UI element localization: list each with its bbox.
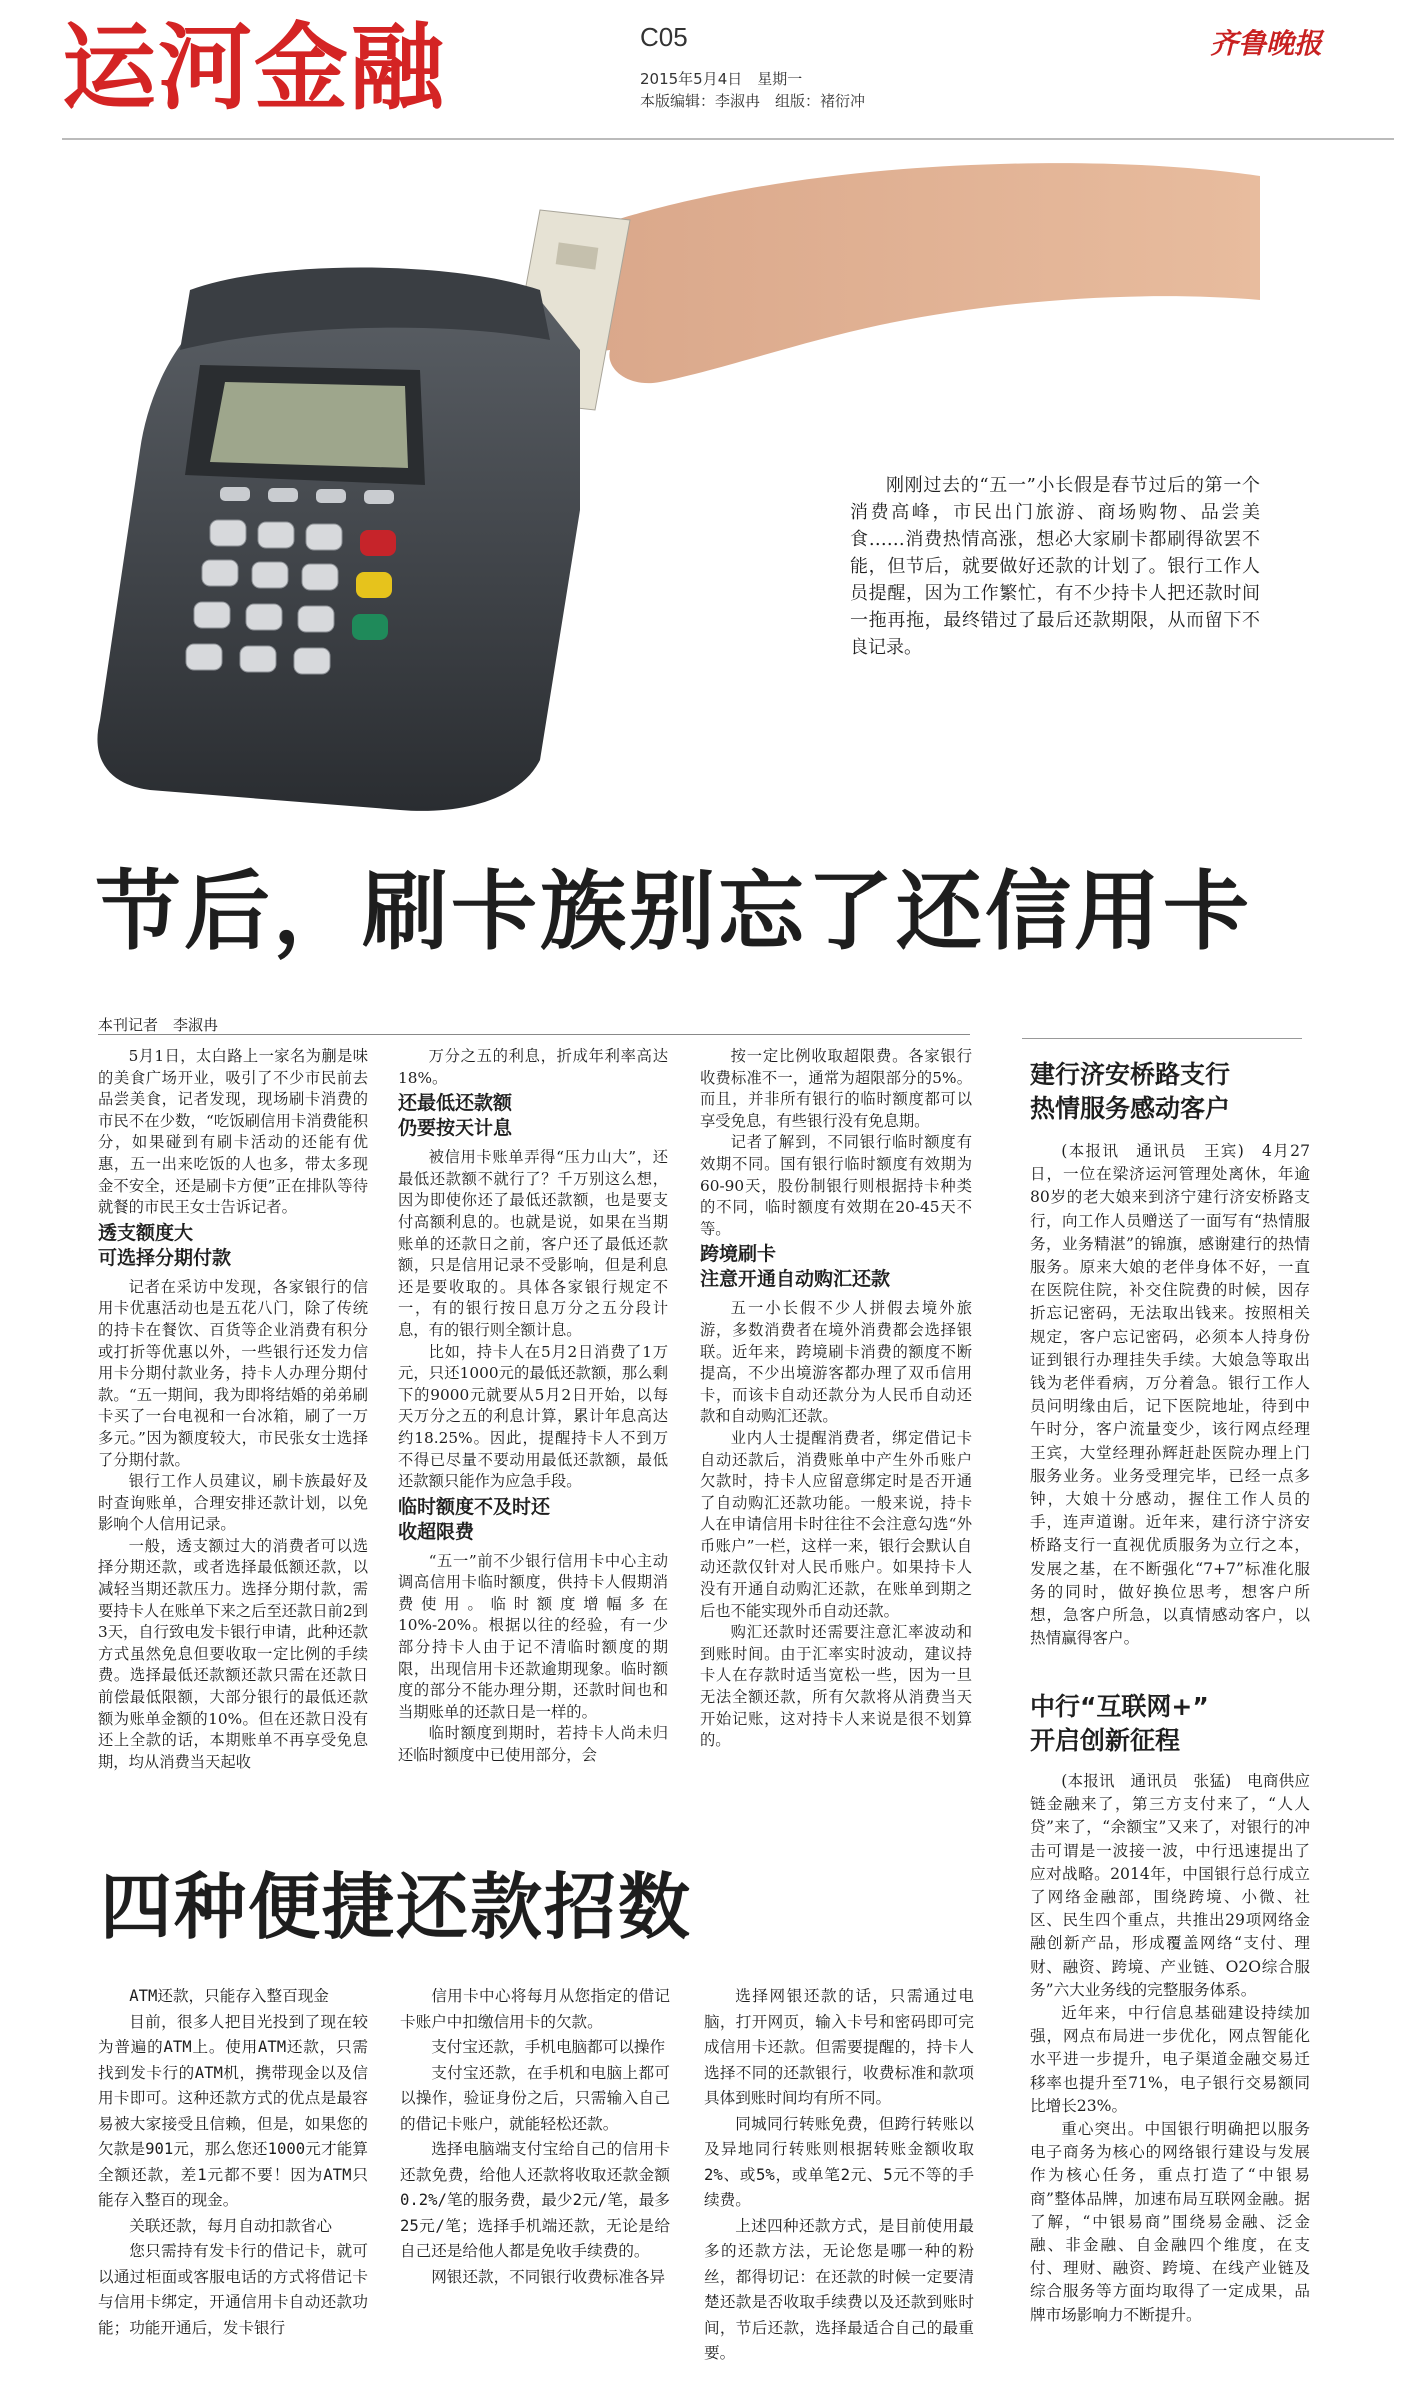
column-masthead-title: 运河金融 xyxy=(62,14,447,123)
paragraph: 目前，很多人把目光投到了现在较为普遍的ATM上。使用ATM还款，只需找到发卡行的ATM机，携带现金以及信用卡即可。这种还款方式的优点是最容易被大家接受且信赖，但是，如果您的欠款是901元，那么您还1000元才能算全额还款，差1元都不要！因为ATM只能存入整百的现金。 xyxy=(98,2012,368,2209)
page-number: C05 xyxy=(640,22,688,52)
tips-column-1 xyxy=(98,1984,368,2341)
sidebar-body: (本报讯 通讯员 王宾) 4月27日，一位在梁济运河管理处离休，年逾80岁的老大娘来到济宁建行济安桥路支行，向工作人员赠送了一面写有“热情服务，业务精湛”的锦旗，感谢建行的热情服务。原来大娘的老伴身体不好，一直在医院住院，补交住院费的时候，因存折忘记密码，无法取出钱来。按照相关规定，客户忘记密码，必须本人持身份证到银行办理挂失手续。大娘急等取出钱为老伴看病，万分着急。银行工作人员问明缘由后，记下医院地址，待到中午时分，客户流量变少，该行网点经理王宾，大堂经理孙辉赶赴医院办理上门服务业务。业务受理完毕，已经一点多钟，大娘十分感动，握住工作人员的手，连声道谢。近年来，建行济宁济安桥路支行一直视优质服务为立行之本，发展之基，在不断强化“7+7”标准化服务的同时，做好换位思考，想客户所想，急客户所急，以真情感动客户，以热情赢得客户。 xyxy=(1030,1142,1310,1648)
paragraph: 购汇还款时还需要注意汇率波动和到账时间。由于汇率实时波动，建议持卡人在存款时适当宽松一些，因为一旦无法全额还款，所有欠款将从消费当天开始记账，这对持卡人来说是很不划算的。 xyxy=(700,1623,972,1750)
paragraph: 被信用卡账单弄得“压力山大”，还最低还款额不就行了？千万别这么想，因为即使你还了最低还款额，也是要支付高额利息的。也就是说，如果在当期账单的还款日之前，客户还了最低还款额，只是信用记录不受影响，但是利息还是要收取的。具体各家银行规定不一，有的银行按日息万分之五分段计息，有的银行则全额计息。 xyxy=(398,1148,668,1339)
paragraph: 选择电脑端支付宝给自己的信用卡还款免费，给他人还款将收取还款金额0.2%/笔的服务费，最少2元/笔，最多25元/笔；选择手机端还款，无论是给自己还是给他人都是免收手续费的。 xyxy=(400,2140,670,2260)
paragraph: 业内人士提醒消费者，绑定借记卡自动还款后，消费账单中产生外币账户欠款时，持卡人应留意绑定时是否开通了自动购汇还款功能。一般来说，持卡人在申请信用卡时往往不会注意勾选“外币账户”一栏，这样一来，银行会默认自动还款仅针对人民币账户。如果持卡人没有开通自动购汇还款，在账单到期之后也不能实现外币自动还款。 xyxy=(700,1428,972,1620)
paragraph: 5月1日，太白路上一家名为蒯是味的美食广场开业，吸引了不少市民前去品尝美食，记者发现，现场刷卡消费的市民不在少数，“吃饭刷信用卡消费能积分，如果碰到有刷卡活动的还能有优惠，五一出来吃饭的人也多，带太多现金不安全，还是刷卡方便”正在排队等待就餐的市民王女士告诉记者。 xyxy=(98,1047,368,1217)
tips-column-3 xyxy=(704,1984,974,2367)
paragraph: 您只需持有发卡行的借记卡，就可以通过柜面或客服电话的方式将借记卡与信用卡绑定，开通信用卡自动还款功能；功能开通后，发卡银行 xyxy=(98,2242,368,2337)
subheading: 跨境刷卡 注意开通自动购汇还款 xyxy=(700,1243,891,1291)
tips-column-2 xyxy=(400,1984,670,2290)
paragraph: ATM还款，只能存入整百现金 xyxy=(129,1987,329,2005)
newspaper-logo: 齐鲁晚报 xyxy=(1210,27,1323,60)
paragraph: 同城同行转账免费，但跨行转账以及异地同行转账则根据转账金额收取2%、或5%，或单笔2元、5元不等的手续费。 xyxy=(704,2114,974,2209)
byline-rule xyxy=(98,1034,970,1035)
byline: 本刊记者 李淑冉 xyxy=(98,1016,219,1034)
subheading: 还最低还款额 仍要按天计息 xyxy=(398,1092,513,1140)
paragraph: 万分之五的利息，折成年利率高达18%。 xyxy=(398,1047,668,1087)
paragraph: 网银还款，不同银行收费标准各异 xyxy=(431,2267,666,2286)
sidebar-headline: 中行“互联网+” 开启创新征程 xyxy=(1030,1692,1209,1755)
paragraph: 一般，透支额过大的消费者可以选择分期还款，或者选择最低额还款，以减轻当期还款压力。选择分期付款，需要持卡人在账单下来之后至还款日前2到3天，自行致电发卡银行申请，此种还款方式虽然免息但要收取一定比例的手续费。选择最低还款额还款只需在还款日前偿最低限额，大部分银行的最低还款额为账单金额的10%。但在还款日没有还上全款的话，本期账单不再享受免息期，均从消费当天起收 xyxy=(98,1536,368,1771)
paragraph: 信用卡中心将每月从您指定的借记卡账户中扣缴信用卡的欠款。 xyxy=(400,1987,670,2031)
article-column-2 xyxy=(398,1046,668,1767)
sidebar-body: (本报讯 通讯员 张猛) 电商供应链金融来了，第三方支付来了，“人人贷”来了，“余额宝”又来了，对银行的冲击可谓是一波接一波，中行迅速提出了应对战略。2014年，中国银行总行成立了网络金融部，围绕跨境、小微、社区、民生四个重点，共推出29项网络金融创新产品，形成覆盖网络“支付、理财、融资、跨境、产业链、O2O综合服务”六大业务线的完整服务体系。 近年来，中行信息基础建设持续加强，网点布局进一步优化，网点智能化水平进一步提升，电子渠道金融交易迁移率也提升至71%，电子银行交易额同比增长23%。 重心突出。中国银行明确把以服务电子商务为核心的网络银行建设与发展作为核心任务，重点打造了“中银易商”整体品牌，加速布局互联网金融。据了解，“中银易商”围绕易金融、泛金融、非金融、自金融四个维度，在支付、理财、融资、跨境、在线产业链及综合服务等方面均取得了一定成果，品牌市场影响力不断提升。 xyxy=(1030,1772,1310,2324)
paragraph: 五一小长假不少人拼假去境外旅游，多数消费者在境外消费都会选择银联。近年来，跨境刷卡消费的额度不断提高，不少出境游客都办理了双币信用卡，而该卡自动还款分为人民币自动还款和自动购汇还款。 xyxy=(700,1299,972,1426)
paragraph: 记者在采访中发现，各家银行的信用卡优惠活动也是五花八门，除了传统的持卡在餐饮、百货等企业消费有积分或打折等优惠以外，一些银行还发力信用卡分期付款业务，持卡人办理分期付款。“五一期间，我为即将结婚的弟弟刷卡买了一台电视和一台冰箱，刷了一万多元。”因为额度较大，市民张女士选择了分期付款。 xyxy=(98,1277,368,1469)
masthead-rule xyxy=(62,138,1394,140)
lead-paragraph: 刚刚过去的“五一”小长假是春节过后的第一个消费高峰，市民出门旅游、商场购物、品尝美食……消费热情高涨，想必大家刷卡都刷得欲罢不能，但节后，就要做好还款的计划了。银行工作人员提醒，因为工作繁忙，有不少持卡人把还款时间一拖再拖，最终错过了最后还款期限，从而留下不良记录。 xyxy=(850,475,1260,658)
paragraph: 上述四种还款方式，是目前使用最多的还款方法，无论您是哪一种的粉丝，都得切记：在还款的时候一定要清楚还款是否收取手续费以及还款到账时间，节后还款，选择最适合自己的最重要。 xyxy=(704,2216,974,2362)
editor-credit: 本版编辑：李淑冉 组版：褚衍冲 xyxy=(640,92,866,110)
sidebar-story-boc xyxy=(1030,1690,1310,2327)
paragraph: 比如，持卡人在5月2日消费了1万元，只还1000元的最低还款额，那么剩下的9000元就要从5月2日开始，以每天万分之五的利息计算，累计年息高达约18.25%。因此，提醒持卡人不到万不得已尽量不要动用最低还款额，最低还款额只能作为应急手段。 xyxy=(398,1342,668,1491)
subheading: 透支额度大 可选择分期付款 xyxy=(98,1221,232,1269)
article-column-1 xyxy=(98,1046,368,1773)
secondary-headline: 四种便捷还款招数 xyxy=(100,1865,693,1949)
subheading: 临时额度不及时还 收超限费 xyxy=(398,1495,551,1543)
paragraph: “五一”前不少银行信用卡中心主动调高信用卡临时额度，供持卡人假期消费使用。临时额度增幅多在10%-20%。根据以往的经验，有一少部分持卡人由于记不清临时额度的期限，出现信用卡还款逾期现象。临时额度的部分不能办理分期，还款时间也和当期账单的还款日是一样的。 xyxy=(398,1551,668,1721)
sidebar-rule xyxy=(1022,1038,1302,1039)
sidebar-headline: 建行济安桥路支行 热情服务感动客户 xyxy=(1030,1060,1231,1123)
issue-date: 2015年5月4日 星期一 xyxy=(640,70,803,88)
main-headline: 节后，刷卡族别忘了还信用卡 xyxy=(95,862,1252,962)
paragraph: 按一定比例收取超限费。各家银行收费标准不一，通常为超限部分的5%。而且，并非所有银行的临时额度都可以享受免息，有些银行没有免息期。 xyxy=(700,1047,972,1130)
paragraph: 支付宝还款，在手机和电脑上都可以操作，验证身份之后，只需输入自己的借记卡账户，就能轻松还款。 xyxy=(400,2063,670,2133)
paragraph: 银行工作人员建议，刷卡族最好及时查询账单，合理安排还款计划，以免影响个人信用记录。 xyxy=(98,1472,368,1534)
paragraph: 记者了解到，不同银行临时额度有效期不同。国有银行临时额度有效期为60-90天，股份制银行则根据持卡种类的不同，临时额度有效期在20-45天不等。 xyxy=(700,1133,972,1238)
article-column-3 xyxy=(700,1046,972,1752)
paragraph: 选择网银还款的话，只需通过电脑，打开网页，输入卡号和密码即可完成信用卡还款。但需要提醒的，持卡人选择不同的还款银行，收费标准和款项具体到账时间均有所不同。 xyxy=(704,1987,974,2107)
paragraph: 临时额度到期时，若持卡人尚未归还临时额度中已使用部分，会 xyxy=(398,1724,668,1765)
paragraph: 支付宝还款，手机电脑都可以操作 xyxy=(431,2038,666,2056)
paragraph: 关联还款，每月自动扣款省心 xyxy=(129,2216,332,2235)
sidebar-story-ccb xyxy=(1030,1058,1310,1650)
